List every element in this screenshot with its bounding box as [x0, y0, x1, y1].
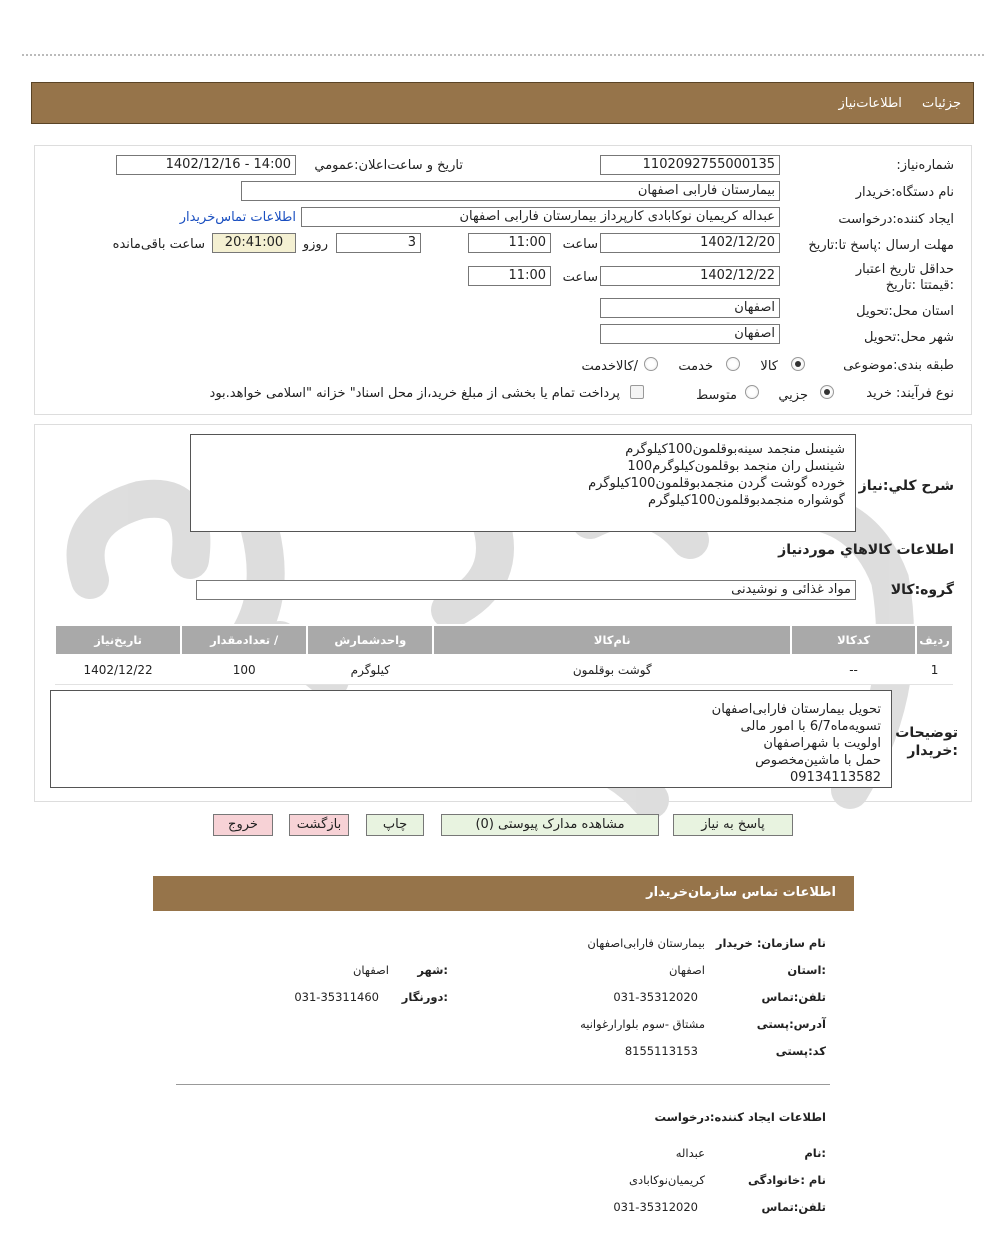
deadline-date-field: 1402/12/20 [600, 233, 780, 253]
deadline-time-label: ساعت [562, 237, 598, 252]
buyer-notes-line: اولویت با شهراصفهان [763, 736, 881, 751]
days-field: 3 [336, 233, 421, 253]
creator-family-value: کریمیان‌نوکابادی [628, 1173, 705, 1187]
buyer-field: بیمارستان فارابی اصفهان [241, 181, 780, 201]
view-attachments-button[interactable]: مشاهده مدارک پیوستی (0) [441, 814, 659, 836]
city-contact-label: :شهر [417, 963, 448, 977]
province-contact-label: :استان [787, 963, 826, 977]
buyer-contact-header: اطلاعات تماس سازمان‌خریدار [153, 876, 854, 911]
contact-divider [176, 1084, 830, 1085]
deadline-label: مهلت ارسال :پاسخ تا:تاریخ [808, 238, 954, 253]
category-both-radio[interactable] [644, 357, 658, 371]
category-service-label: خدمت [678, 359, 713, 374]
process-minor-label: جزیي [778, 388, 808, 403]
creator-name-value: عبداله [675, 1146, 705, 1160]
goods-section-title: اطلاعات کالاهاي موردنیاز [778, 542, 954, 558]
category-service-radio[interactable] [726, 357, 740, 371]
reply-button[interactable]: پاسخ به نیاز [673, 814, 793, 836]
buyer-notes-line: تسویه‌ماه6/7 با امور مالی [740, 719, 881, 734]
goods-table [54, 624, 954, 685]
creator-phone-value: 031-35312020 [613, 1200, 698, 1214]
days-label: روزو [302, 237, 328, 252]
city-label: شهر محل:تحویل [864, 330, 954, 345]
cell-unit: کیلوگرم [307, 655, 433, 685]
buyer-notes-line: تحویل بیمارستان فارابی‌اصفهان [711, 702, 881, 717]
process-medium-radio[interactable] [745, 385, 759, 399]
phone-label: تلفن:تماس [761, 990, 826, 1004]
buyer-notes-label: توضیحات :خریدار [895, 725, 958, 759]
description-line: خورده گوشت گردن منجمدبوقلمون100کیلوگرم [588, 476, 845, 491]
validity-label: حداقل تاریخ اعتبار :قیمتتا :تاریخ [855, 262, 954, 293]
cell-name: گوشت بوقلمون [433, 655, 791, 685]
province-label: استان محل:تحویل [856, 304, 954, 319]
fax-label: :دورنگار [401, 990, 448, 1004]
header-bar [31, 82, 974, 124]
validity-time-label: ساعت [562, 270, 598, 285]
cell-code: -- [791, 655, 916, 685]
org-name-value: بیمارستان فارابی‌اصفهان [587, 936, 705, 950]
goods-table-header [55, 625, 953, 655]
validity-date-field: 1402/12/22 [600, 266, 780, 286]
creator-name-label: :نام [804, 1146, 826, 1160]
address-label: آدرس:پستی [756, 1017, 826, 1031]
process-minor-radio[interactable] [820, 385, 834, 399]
deadline-time-field: 11:00 [468, 233, 551, 253]
creator-family-label: نام :خانوادگی [748, 1173, 826, 1187]
need-number-label: شماره‌نیاز: [896, 158, 954, 173]
cell-qty: 100 [181, 655, 307, 685]
goods-group-field: مواد غذائی و نوشیدنی [196, 580, 856, 600]
col-row: ردیف [916, 625, 953, 655]
process-label: نوع فرآیند: خرید [866, 386, 954, 401]
cell-date: 1402/12/22 [55, 655, 181, 685]
postal-code-label: کد:پستی [775, 1044, 826, 1058]
tab-details[interactable]: جزئیات [922, 96, 961, 111]
creator-phone-label: تلفن:تماس [761, 1200, 826, 1214]
category-goods-label: کالا [760, 359, 778, 374]
process-medium-label: متوسط [696, 388, 737, 403]
category-goods-radio[interactable] [791, 357, 805, 371]
province-field: اصفهان [600, 298, 780, 318]
table-row [55, 655, 953, 685]
description-line: گوشواره منجمدبوقلمون100کیلوگرم [648, 493, 845, 508]
description-box [190, 434, 856, 532]
city-field: اصفهان [600, 324, 780, 344]
announce-label: تاریخ و ساعت‌اعلان:عمومي [314, 158, 463, 173]
remaining-label: ساعت باقی‌مانده [112, 237, 205, 252]
description-label: شرح کلي:نیاز [858, 478, 954, 494]
back-button[interactable]: بازگشت [289, 814, 349, 836]
cell-row: 1 [916, 655, 953, 685]
col-unit: واحدشمارش [307, 625, 433, 655]
fax-value: 031-35311460 [294, 990, 379, 1004]
category-label: طبقه بندی:موضوعی [843, 358, 954, 373]
treasury-payment-note: پرداخت تمام یا بخشی از مبلغ خرید،از محل اسناد" خزانه "اسلامی خواهد.بود [209, 386, 620, 401]
remaining-time-field: 20:41:00 [212, 233, 296, 253]
address-value: مشتاق -سوم بلوارارغوانیه [580, 1017, 705, 1031]
buyer-label: نام دستگاه:خریدار [855, 185, 954, 200]
creator-info-title: اطلاعات ایجاد کننده:درخواست [654, 1110, 826, 1124]
org-name-label: نام سازمان: خریدار [715, 936, 826, 950]
description-line: شینسل ران منجمد بوقلمون‌کیلوگرم100 [627, 459, 845, 474]
need-number-field: 1102092755000135 [600, 155, 780, 175]
validity-time-field: 11:00 [468, 266, 551, 286]
description-line: شینسل منجمد سینه‌بوقلمون100کیلوگرم [625, 442, 845, 457]
buyer-notes-line: حمل با ماشین‌مخصوص [755, 753, 881, 768]
creator-label: ایجاد کننده:درخواست [838, 212, 954, 227]
print-button[interactable]: چاپ [366, 814, 424, 836]
treasury-payment-checkbox[interactable] [630, 385, 644, 399]
top-divider [22, 54, 984, 56]
city-contact-value: اصفهان [352, 963, 389, 977]
tab-need-info[interactable]: اطلاعات‌نیاز [838, 96, 902, 111]
col-code: کدکالا [791, 625, 916, 655]
buyer-contact-link[interactable]: اطلاعات تماس‌خریدار [179, 210, 296, 225]
exit-button[interactable]: خروج [213, 814, 273, 836]
col-name: نام‌کالا [433, 625, 791, 655]
creator-field: عبداله کریمیان نوکابادی کارپرداز بیمارستان فارابی اصفهان [301, 207, 780, 227]
col-qty: / تعدادمقدار [181, 625, 307, 655]
province-contact-value: اصفهان [668, 963, 705, 977]
announce-field: 1402/12/16 - 14:00 [116, 155, 296, 175]
phone-value: 031-35312020 [613, 990, 698, 1004]
col-date: تاریخ‌نیاز [55, 625, 181, 655]
buyer-notes-line: 09134113582 [790, 770, 881, 785]
buyer-notes-box [50, 690, 892, 788]
postal-code-value: 8155113153 [624, 1044, 698, 1058]
category-both-label: /کالاخدمت [581, 359, 638, 374]
goods-group-label: گروه:کالا [890, 582, 954, 598]
